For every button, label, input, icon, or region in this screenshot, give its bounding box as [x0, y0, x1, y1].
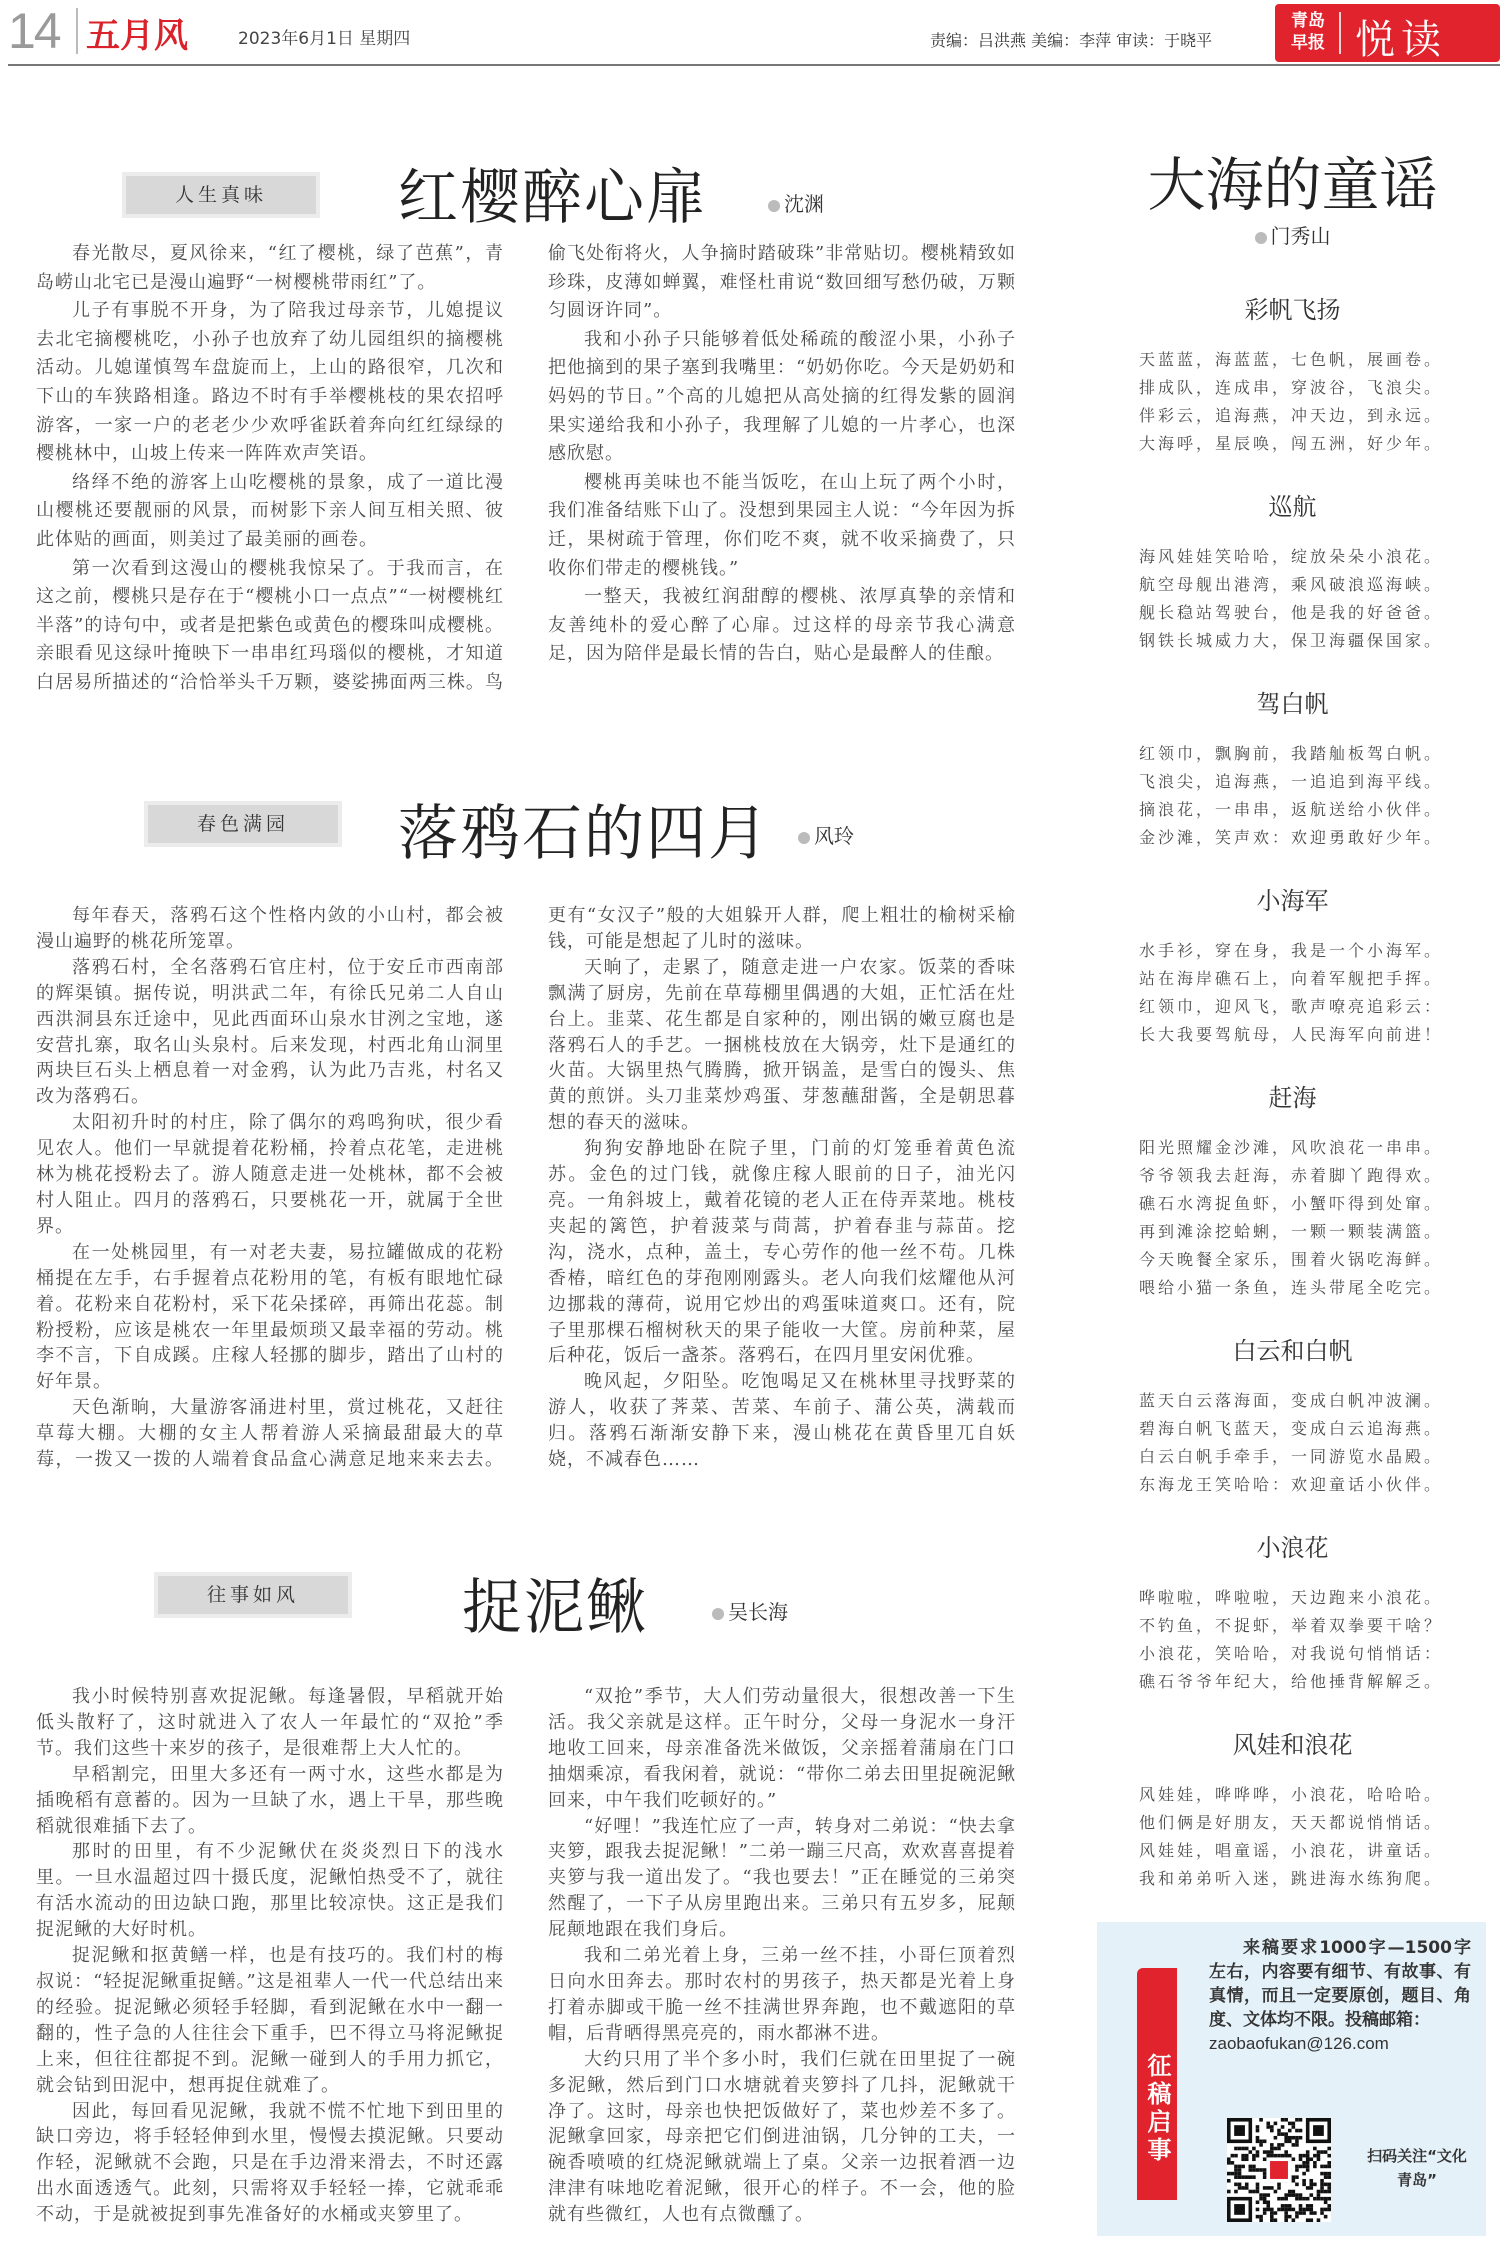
- poem-heading: 小海军: [1256, 887, 1329, 915]
- paragraph: 晚风起，夕阳坠。吃饱喝足又在桃林里寻找野菜的游人，收获了荠菜、苦菜、车前子、蒲公英，满载而归。落鸦石渐渐安静下来，漫山桃花在黄昏里兀自妖娆，不减春色……: [548, 1371, 1016, 1471]
- paragraph: 大约只用了半个多小时，我们仨就在田里捉了一碗多泥鳅，然后到门口水塘就着夹箩抖了几抖，泥鳅就干净了。这时，母亲也快把饭做好了，菜也炒差不多了。泥鳅拿回家，母亲把它们倒进油锅，几分钟的工夫，一碗香喷喷的红烧泥鳅就端上了桌。父亲一边抿着酒一边津津有味地吃着泥鳅，很开心的样子。不一会，他的脸就有些微红，人也有点微醺了。: [548, 2048, 1016, 2226]
- paragraph: 每年春天，落鸦石这个性格内敛的小山村，都会被漫山遍野的桃花所笼罩。: [36, 905, 504, 952]
- article-1-column-label: 人生真味: [126, 176, 316, 214]
- paragraph: 那时的田里，有不少泥鳅伏在炎炎烈日下的浅水里。一旦水温超过四十摄氏度，泥鳅怕热受不了，就往有活水流动的田边缺口跑，那里比较凉快。这正是我们捉泥鳅的大好时机。: [36, 1841, 504, 1941]
- paragraph: 儿子有事脱不开身，为了陪我过母亲节，儿媳提议去北宅摘樱桃吃，小孙子也放弃了幼儿园组织的摘樱桃活动。儿媳谨慎驾车盘旋而上，上山的路很窄，几次和下山的车狭路相逢。路边不时有手举樱桃枝的果农招呼游客，一家一户的老老少少欢呼雀跃着奔向红红绿绿的樱桃林中，山坡上传来一阵阵欢声笑语。: [36, 300, 504, 465]
- paragraph: 在一处桃园里，有一对老夫妻，易拉罐做成的花粉桶提在左手，右手握着点花粉用的笔，有板有眼地忙碌着。花粉来自花粉村，采下花朵揉碎，再筛出花蕊。制粉授粉，应该是桃农一年里最烦琐又最幸福的劳动。桃李不言，下自成蹊。庄稼人轻挪的脚步，踏出了山村的好年景。: [36, 1241, 504, 1393]
- poem-line: 风娃娃，哗哗哗，小浪花，哈哈哈。: [1139, 1785, 1444, 1804]
- poem-line: 飞浪尖，追海燕，一追追到海平线。: [1139, 772, 1444, 791]
- paragraph: 落鸦石村，全名落鸦石官庄村，位于安丘市西南部的辉渠镇。据传说，明洪武二年，有徐氏兄弟二人自山西洪洞县东迁途中，见此西面环山泉水甘洌之宝地，遂安营扎寨，取名山头泉村。后来发现，村西北角山洞里两块巨石头上栖息着一对金鸦，认为此乃吉兆，村名又改为落鸦石。: [36, 956, 504, 1108]
- poems-author: 门秀山: [1125, 220, 1460, 249]
- call-for-submissions: [1097, 1922, 1486, 2236]
- poem-line: 蓝天白云落海面，变成白帆冲波澜。: [1139, 1391, 1444, 1410]
- newspaper-logo: 青岛早报: [1291, 11, 1325, 53]
- poem-line: 红领巾，飘胸前，我踏舢板驾白帆。: [1139, 744, 1444, 763]
- article-2-title: 落鸦石的四月: [398, 799, 770, 869]
- page-number-divider: [76, 8, 78, 54]
- poem-heading: 彩帆飞扬: [1244, 296, 1341, 324]
- poem-heading: 赶海: [1268, 1084, 1317, 1112]
- paragraph: 我小时候特别喜欢捉泥鳅。每逢暑假，早稻就开始低头散籽了，这时就进入了农人一年最忙的“双抢”季节。我们这些十来岁的孩子，是很难帮上大人忙的。: [36, 1686, 504, 1759]
- poem-line: 阳光照耀金沙滩，风吹浪花一串串。: [1139, 1138, 1444, 1157]
- poem-line: 排成队，连成串，穿波谷，飞浪尖。: [1139, 378, 1444, 397]
- poem-line: 小浪花，笑哈哈，对我说句悄悄话：: [1139, 1644, 1444, 1663]
- column-logo: [1275, 4, 1500, 62]
- logo-divider: [1339, 12, 1341, 54]
- paragraph: 春光散尽，夏风徐来，“红了樱桃，绿了芭蕉”，青岛崂山北宅已是漫山遍野“一树樱桃带雨红”了。: [36, 243, 504, 293]
- poem-line: 航空母舰出港湾，乘风破浪巡海峡。: [1139, 575, 1444, 594]
- poem-line: 大海呼，星辰唤，闯五洲，好少年。: [1139, 434, 1444, 453]
- paragraph: 络绎不绝的游客上山吃樱桃的景象，成了一道比漫山樱桃还要靓丽的风景，而树影下亲人间互相关照、彼此体贴的画面，则美过了最美丽的画卷。: [36, 471, 504, 550]
- poem-line: 礁石爷爷年纪大，给他捶背解解乏。: [1139, 1672, 1444, 1691]
- poem-heading: 驾白帆: [1256, 690, 1329, 718]
- qr-code-icon[interactable]: [1227, 2118, 1331, 2222]
- poem-heading: 巡航: [1268, 493, 1317, 521]
- header-rule: [8, 64, 1500, 66]
- poem-line: 伴彩云，追海燕，冲天边，到永远。: [1139, 406, 1444, 425]
- poem-line: 东海龙王笑哈哈：欢迎童话小伙伴。: [1139, 1475, 1444, 1494]
- poem-line: 钢铁长城威力大，保卫海疆保国家。: [1139, 631, 1444, 650]
- poem-line: 我和弟弟听入迷，跳进海水练狗爬。: [1139, 1869, 1444, 1888]
- paragraph: 太阳初升时的村庄，除了偶尔的鸡鸣狗吠，很少看见农人。他们一早就提着花粉桶，拎着点花笔，走进桃林为桃花授粉去了。游人随意走进一处桃林，都不会被村人阻止。四月的落鸦石，只要桃花一开，就属于全世界。: [36, 1112, 504, 1237]
- paragraph: 第一次看到这漫山的樱桃我惊呆了。于我而言，在这之前，樱桃只是存在于“樱桃小口一点点”“一树樱桃红半落”的诗句中，或者是把紫色或黄色的樱珠叫成樱桃。亲眼看见这绿叶掩映下一串串红玛瑙似的樱桃，才知道白居易所描述的“洽恰举头千万颗，婆娑拂面两三株。鸟偷飞处衔将火，人争摘时踏破珠”非常贴切。樱桃精致如珍珠，皮薄如蝉翼，难怪杜甫说“数回细写愁仍破，万颗匀圆讶许同”。: [36, 243, 1016, 693]
- paragraph: “双抢”季节，大人们劳动量很大，很想改善一下生活。我父亲就是这样。正午时分，父母一身泥水一身汗地收工回来，母亲准备洗米做饭，父亲摇着蒲扇在门口抽烟乘凉，看我闲着，就说：“带你二弟去田里捉碗泥鳅回来，中午我们吃顿好的。”: [548, 1686, 1016, 1811]
- article-1-title: 红樱醉心扉: [398, 163, 708, 233]
- paragraph: 我和小孙子只能够着低处稀疏的酸涩小果，小孙子把他摘到的果子塞到我嘴里：“奶奶你吃。今天是奶奶和妈妈的节日。”个高的儿媳把从高处摘的红得发紫的圆润果实递给我和小孙子，我理解了儿媳的一片孝心，也深感欣慰。: [548, 328, 1016, 465]
- article-3-column-label: 往事如风: [158, 1576, 348, 1614]
- article-3-title: 捉泥鳅: [462, 1573, 648, 1643]
- poem-stanza: [1125, 1781, 1460, 1893]
- poem-stanza: [1125, 937, 1460, 1049]
- poem-heading: 白云和白帆: [1232, 1337, 1353, 1365]
- paragraph: 狗狗安静地卧在院子里，门前的灯笼垂着黄色流苏。金色的过门钱，就像庄稼人眼前的日子，油光闪亮。一角斜坡上，戴着花镜的老人正在侍弄菜地。桃枝夹起的篱笆，护着菠菜与茼蒿，护着春韭与蒜苗。挖沟，浇水，点种，盖土，专心劳作的他一丝不苟。几株香椿，暗红色的芽孢刚刚露头。老人向我们炫耀他从河边挪栽的薄荷，说用它炒出的鸡蛋味道爽口。还有，院子里那棵石榴树秋天的果子能收一大筐。房前种菜，屋后种花，饭后一盏茶。落鸦石，在四月里安闲优雅。: [548, 1138, 1016, 1367]
- poems-list: [1125, 288, 1460, 1920]
- poem-heading: 风娃和浪花: [1232, 1731, 1353, 1759]
- article-2-body: [36, 903, 1016, 1473]
- poems-title: 大海的童谣: [1147, 151, 1438, 219]
- paragraph: 樱桃再美味也不能当饭吃，在山上玩了两个小时，我们准备结账下山了。没想到果园主人说：“今年因为拆迁，果树疏于管理，你们吃不爽，就不收采摘费了，只收你们带走的樱桃钱。”: [548, 471, 1016, 579]
- article-3-author: 吴长海: [712, 1596, 788, 1625]
- poem-line: 今天晚餐全家乐，围着火锅吃海鲜。: [1139, 1250, 1444, 1269]
- poem-line: 礁石水湾捉鱼虾，小蟹吓得到处窜。: [1139, 1194, 1444, 1213]
- paragraph: 捉泥鳅和抠黄鳝一样，也是有技巧的。我们村的梅叔说：“轻捉泥鳅重捉鳝。”这是祖辈人一代一代总结出来的经验。捉泥鳅必须轻手轻脚，看到泥鳅在水中一翻一翻的，性子急的人往往会下重手，巴不得立马将泥鳅捉上来，但往往都捉不到。泥鳅一碰到人的手用力抓它，就会钻到田泥中，想再捉住就难了。: [36, 1945, 504, 2096]
- poem-stanza: [1125, 1387, 1460, 1499]
- submission-label: 征稿启事: [1137, 1968, 1177, 2200]
- paragraph: “好哩！”我连忙应了一声，转身对二弟说：“快去拿夹箩，跟我去捉泥鳅！”二弟一蹦三尺高，欢欢喜喜提着夹箩与我一道出发了。“我也要去！”正在睡觉的三弟突然醒了，一下子从房里跑出来。三弟只有五岁多，屁颠屁颠地跟在我们身后。: [548, 1815, 1016, 1941]
- poem-line: 哗啦啦，哗啦啦，天边跑来小浪花。: [1139, 1588, 1444, 1607]
- poem-line: 站在海岸礁石上，向着军舰把手挥。: [1139, 969, 1444, 988]
- poem-line: 天蓝蓝，海蓝蓝，七色帆，展画卷。: [1139, 350, 1444, 369]
- article-2-author: 风玲: [798, 820, 854, 849]
- poem-line: 海风娃娃笑哈哈，绽放朵朵小浪花。: [1139, 547, 1444, 566]
- article-1-author: 沈渊: [768, 188, 824, 217]
- paragraph: 天色渐晌，大量游客涌进村里，赏过桃花，又赶往草莓大棚。大棚的女主人帮着游人采摘最甜最大的草莓，一拨又一拨的人端着食品盒心满意足地来来去去。更有“女汉子”般的大姐躲开人群，爬上粗壮的榆树采榆钱，可能是想起了儿时的滋味。: [36, 905, 1016, 1471]
- poem-line: 摘浪花，一串串，返航送给小伙伴。: [1139, 800, 1444, 819]
- article-3-body: [36, 1684, 1016, 2228]
- paragraph: 因此，每回看见泥鳅，我就不慌不忙地下到田里的缺口旁边，将手轻轻伸到水里，慢慢去摸泥鳅。只要动作轻，泥鳅就不会跑，只是在手边滑来滑去，不时还露出水面透透气。此刻，只需将双手轻轻一捧，它就乖乖不动，于是就被捉到事先准备好的水桶或夹箩里了。: [36, 2100, 504, 2226]
- poem-line: 红领巾，迎风飞，歌声嘹亮追彩云：: [1139, 997, 1444, 1016]
- poem-line: 不钓鱼，不捉虾，举着双拳要干啥？: [1139, 1616, 1444, 1635]
- issue-date: 2023年6月1日 星期四: [238, 29, 411, 49]
- poem-line: 他们俩是好朋友，天天都说悄悄话。: [1139, 1813, 1444, 1832]
- editor-credits: 责编：吕洪燕 美编：李萍 审读：于晓平: [930, 31, 1213, 50]
- submission-requirements: 来稿要求1000字—1500字左右，内容要有细节、有故事、有真情，而且一定要原创，题目、角度、文体均不限。投稿邮箱：: [1209, 1938, 1471, 2030]
- qr-caption: 扫码关注“文化青岛”: [1367, 2147, 1467, 2189]
- poem-line: 舰长稳站驾驶台，他是我的好爸爸。: [1139, 603, 1444, 622]
- submission-email[interactable]: zaobaofukan@126.com: [1209, 2034, 1389, 2053]
- poem-line: 风娃娃，唱童谣，小浪花，讲童话。: [1139, 1841, 1444, 1860]
- page-number: 14: [8, 3, 60, 59]
- paragraph: 早稻割完，田里大多还有一两寸水，这些水都是为插晚稻有意蓄的。因为一旦缺了水，遇上干旱，那些晚稻就很难插下去了。: [36, 1763, 504, 1837]
- paragraph: 我和二弟光着上身，三弟一丝不挂，小哥仨顶着烈日向水田奔去。那时农村的男孩子，热天都是光着上身打着赤脚或干脆一丝不挂满世界奔跑，也不戴遮阳的草帽，后背晒得黑亮亮的，雨水都淋不进。: [548, 1945, 1016, 2044]
- poem-line: 喂给小猫一条鱼，连头带尾全吃完。: [1139, 1278, 1444, 1297]
- submission-text-block: [1209, 1936, 1471, 2056]
- article-2-column-label: 春色满园: [148, 805, 338, 843]
- poem-line: 爷爷领我去赶海，赤着脚丫跑得欢。: [1139, 1166, 1444, 1185]
- poem-line: 长大我要驾航母，人民海军向前进！: [1139, 1025, 1444, 1044]
- paragraph: 一整天，我被红润甜醇的樱桃、浓厚真挚的亲情和友善纯朴的爱心醉了心扉。过这样的母亲节我心满意足，因为陪伴是最长情的告白，贴心是最醉人的佳酿。: [548, 586, 1016, 665]
- poem-stanza: [1125, 1134, 1460, 1302]
- poem-line: 金沙滩，笑声欢：欢迎勇敢好少年。: [1139, 828, 1444, 847]
- poem-stanza: [1125, 543, 1460, 655]
- poem-stanza: [1125, 1584, 1460, 1696]
- column-name: 悦读: [1355, 17, 1447, 63]
- poem-stanza: [1125, 346, 1460, 458]
- paragraph: 天晌了，走累了，随意走进一户农家。饭菜的香味飘满了厨房，先前在草莓棚里偶遇的大姐，正忙活在灶台上。韭菜、花生都是自家种的，刚出锅的嫩豆腐也是落鸦石人的手艺。一捆桃枝放在大锅旁，灶下是通红的火苗。大锅里热气腾腾，掀开锅盖，是雪白的馒头、焦黄的煎饼。头刀韭菜炒鸡蛋、芽葱蘸甜酱，全是朝思暮想的春天的滋味。: [548, 956, 1016, 1134]
- poem-heading: 小浪花: [1256, 1534, 1329, 1562]
- poem-line: 白云白帆手牵手，一同游览水晶殿。: [1139, 1447, 1444, 1466]
- poem-line: 碧海白帆飞蓝天，变成白云追海燕。: [1139, 1419, 1444, 1438]
- poem-line: 水手衫，穿在身，我是一个小海军。: [1139, 941, 1444, 960]
- poem-stanza: [1125, 740, 1460, 852]
- poem-line: 再到滩涂挖蛤蜊，一颗一颗装满篮。: [1139, 1222, 1444, 1241]
- section-name: 五月风: [86, 16, 188, 56]
- article-1-body: [36, 240, 1016, 698]
